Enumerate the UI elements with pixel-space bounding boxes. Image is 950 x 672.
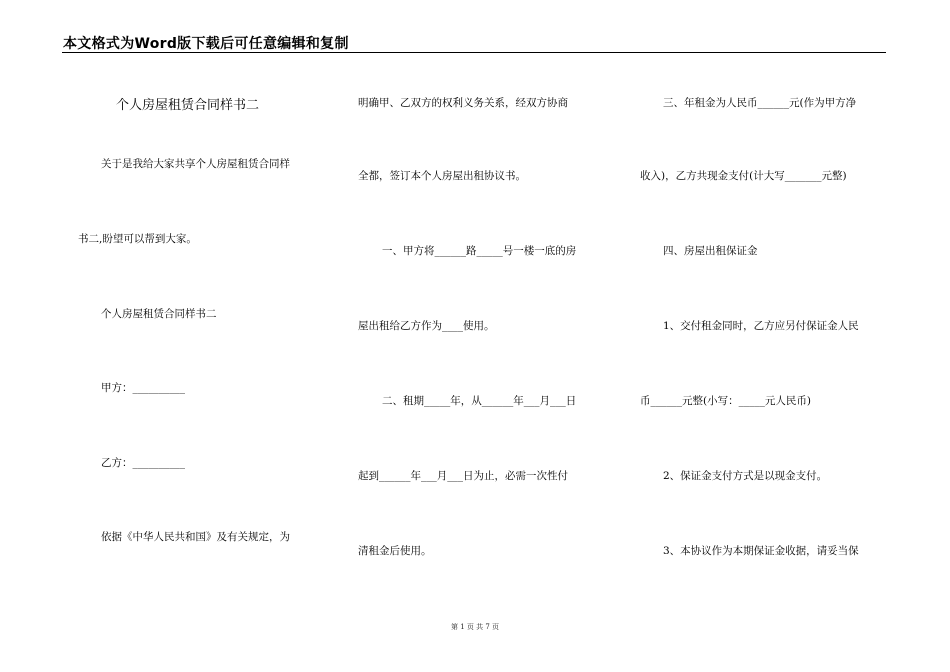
col3-line-7: 3、本协议作为本期保证金收据，请妥当保 xyxy=(663,545,859,557)
col2-line-3: 一、甲方将______路_____号一楼一底的房 xyxy=(382,245,577,257)
col1-line-2: 书二,盼望可以帮到大家。 xyxy=(78,233,197,245)
document-header: 本文格式为Word版下载后可任意编辑和复制 xyxy=(63,36,349,52)
col1-party-a: 甲方：__________ xyxy=(101,382,185,394)
col2-line-5: 二、租期_____年，从______年___月___日 xyxy=(382,395,577,407)
col2-line-2: 全都，签订本个人房屋出租协议书。 xyxy=(358,170,526,182)
col2-line-6: 起到______年___月___日为止，必需一次性付 xyxy=(358,470,568,482)
page-number: 第 1 页 共 7 页 xyxy=(450,623,500,631)
col2-line-4: 屋出租给乙方作为____使用。 xyxy=(358,320,495,332)
col3-line-3: 四、房屋出租保证金 xyxy=(663,245,758,257)
col3-line-6: 2、保证金支付方式是以现金支付。 xyxy=(663,470,828,482)
col3-line-4: 1、交付租金同时，乙方应另付保证金人民 xyxy=(663,320,859,332)
col1-party-b: 乙方：__________ xyxy=(101,457,185,469)
col1-line-1: 关于是我给大家共享个人房屋租赁合同样 xyxy=(101,158,290,170)
header-divider xyxy=(62,52,886,53)
col3-line-5: 币______元整(小写：_____元人民币) xyxy=(640,395,811,407)
col1-line-3: 个人房屋租赁合同样书二 xyxy=(101,308,217,320)
col2-line-1: 明确甲、乙双方的权利义务关系，经双方协商 xyxy=(358,97,568,109)
col1-line-6: 依据《中华人民共和国》及有关规定，为 xyxy=(101,531,290,543)
col3-line-1: 三、年租金为人民币______元(作为甲方净 xyxy=(663,97,857,109)
col3-line-2: 收入)，乙方共现金支付(计大写_______元整) xyxy=(640,170,847,182)
document-title: 个人房屋租赁合同样书二 xyxy=(116,98,260,113)
col2-line-7: 清租金后使用。 xyxy=(358,545,432,557)
